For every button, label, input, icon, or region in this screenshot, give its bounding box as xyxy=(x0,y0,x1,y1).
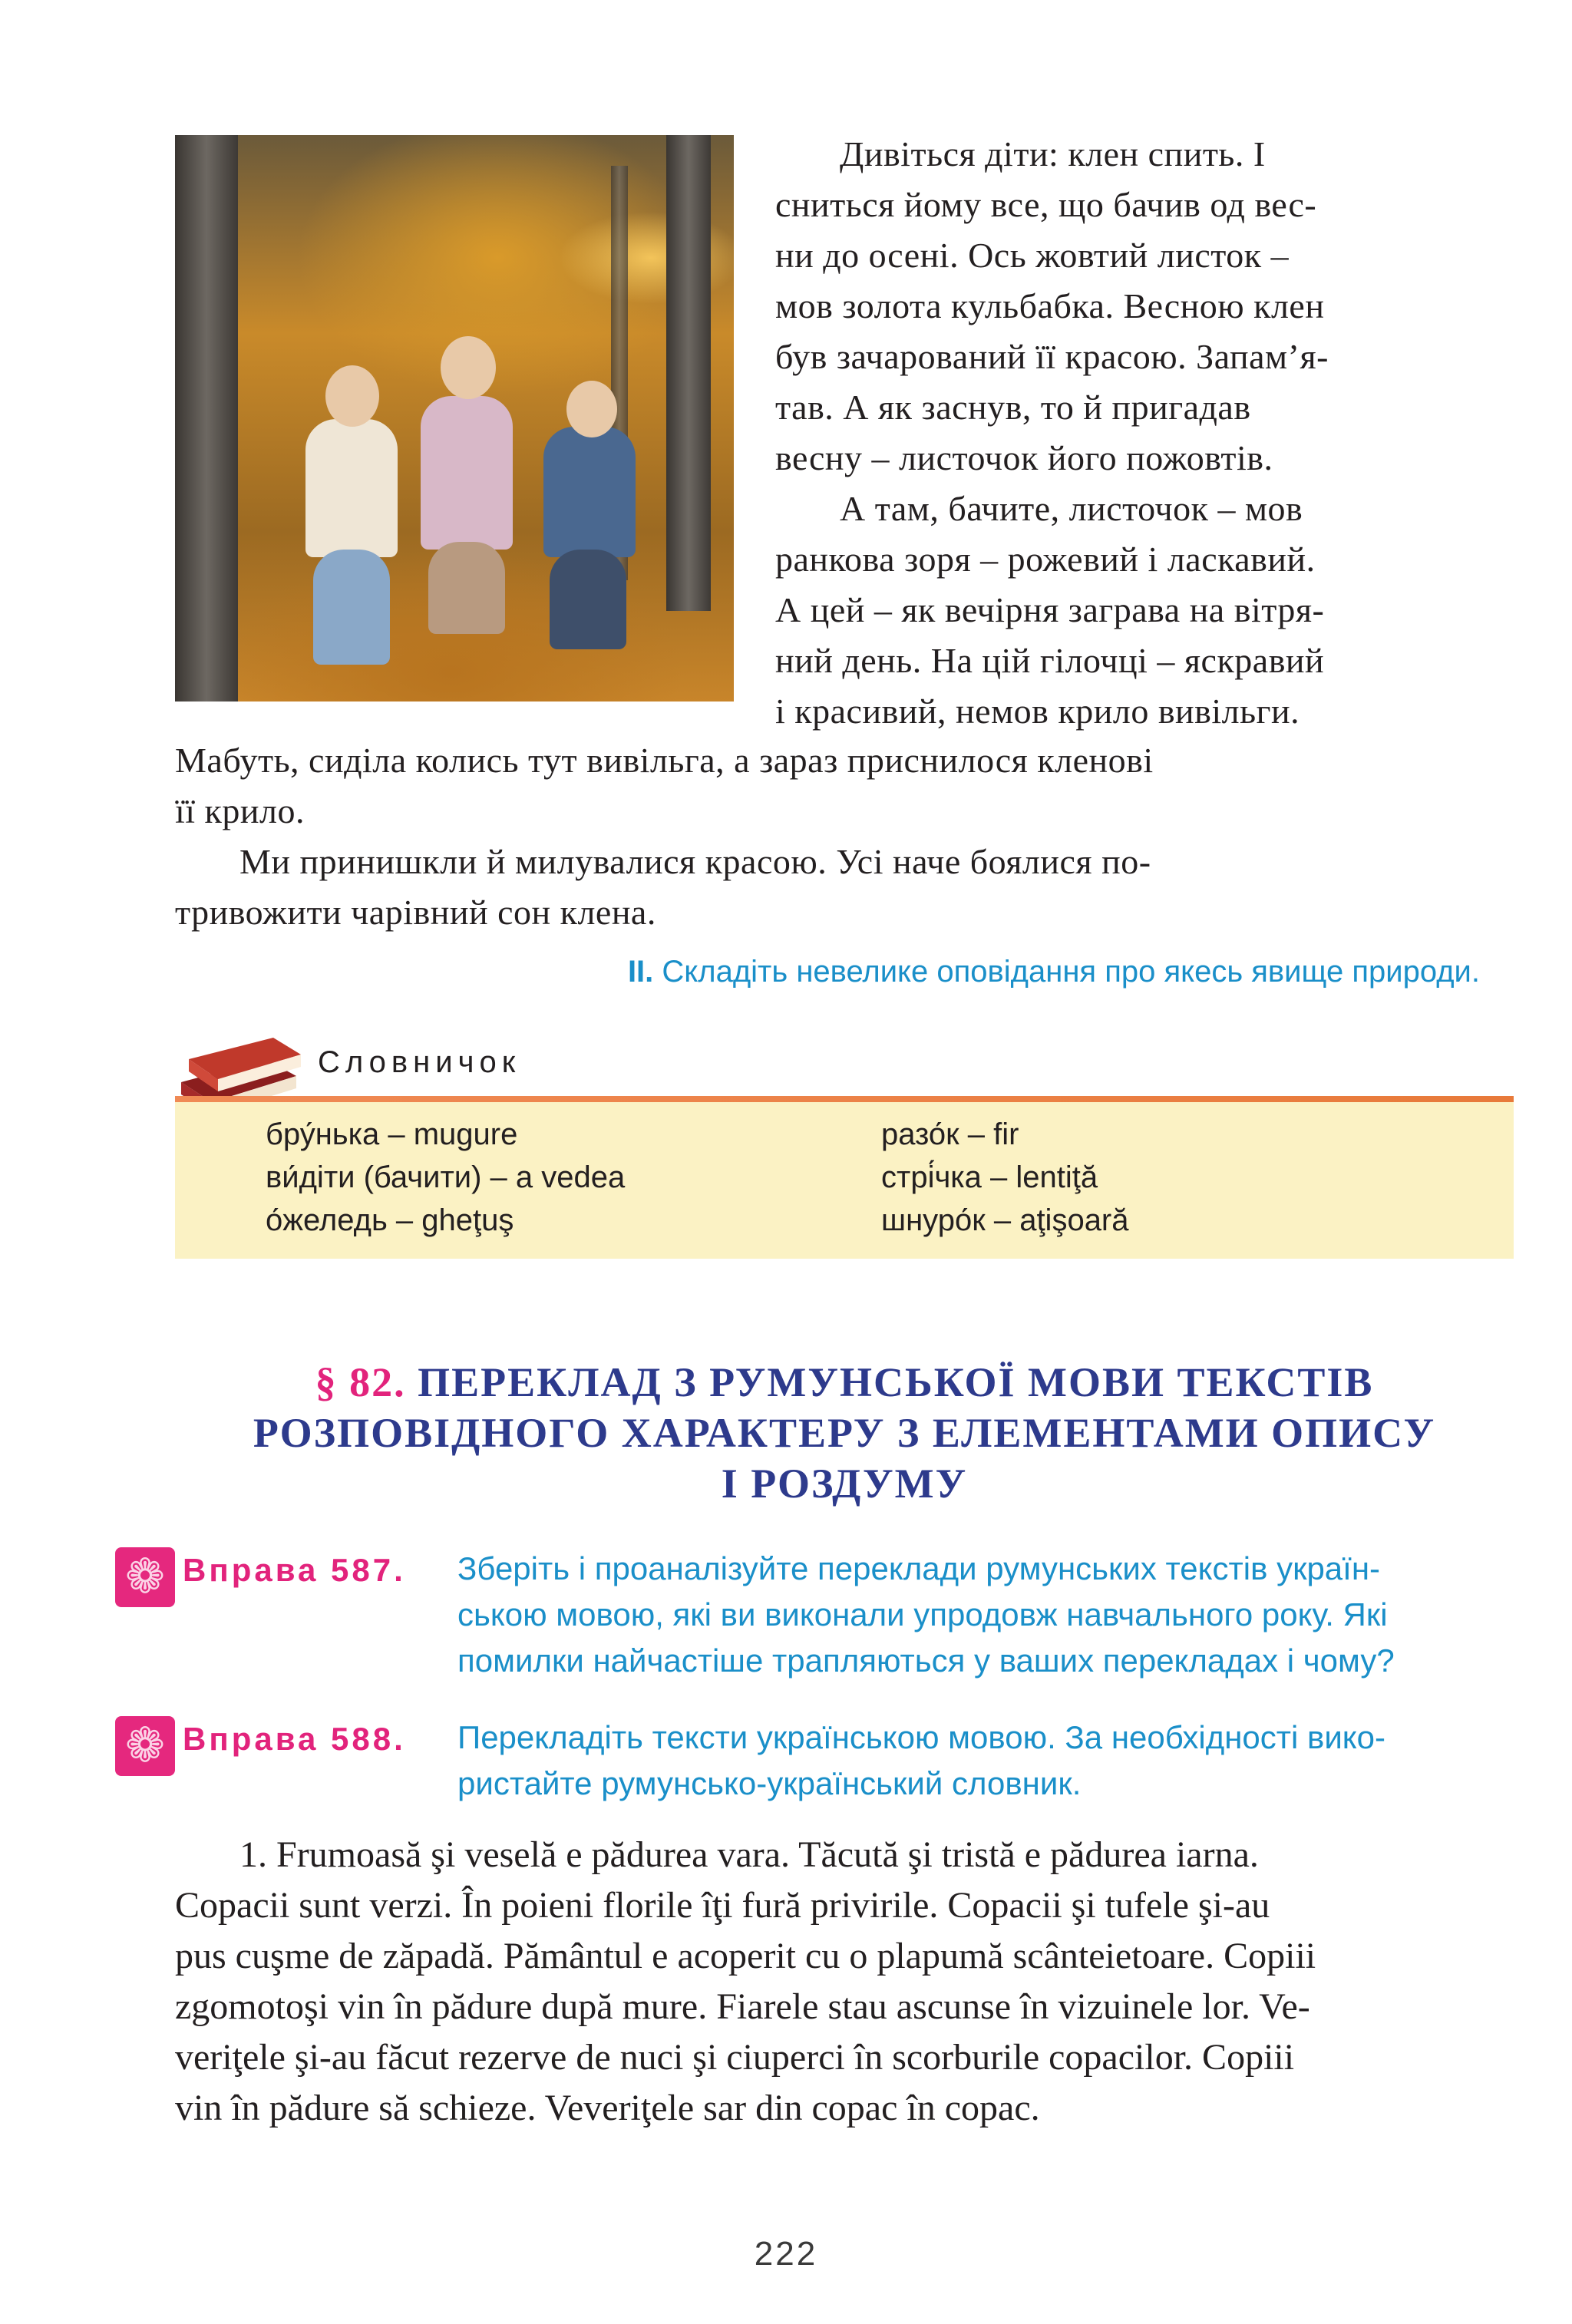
exercise-flower-icon xyxy=(115,1716,175,1776)
story-line: Ми принишкли й милувалися красою. Усі наче боялися по- xyxy=(239,842,1151,881)
exercise-text xyxy=(457,1546,1514,1684)
romanian-text xyxy=(175,1830,1514,2134)
section-heading-line xyxy=(175,1357,1514,1408)
story-line: її крило. xyxy=(175,791,305,830)
story-line: А там, бачите, листочок – мов xyxy=(840,489,1303,528)
section-heading-text: ПЕРЕКЛАД З РУМУНСЬКОЇ МОВИ ТЕКСТІВ xyxy=(405,1359,1374,1405)
exercise-line: Перекладіть тексти українською мовою. За необхідності вико- xyxy=(457,1719,1385,1755)
exercise-line: помилки найчастіше трапляються у ваших перекладах і чому? xyxy=(457,1642,1395,1679)
story-wrapped-block xyxy=(775,129,1514,737)
child-head xyxy=(441,336,496,399)
child-legs xyxy=(550,550,626,649)
child-figure xyxy=(305,419,398,557)
story-line: тривожити чарівний сон клена. xyxy=(175,893,656,932)
story-line: А цей – як вечірня заграва на вітря- xyxy=(775,590,1325,629)
exercise-line: ристайте румунсько-український словник. xyxy=(457,1765,1082,1801)
vocabulary-divider xyxy=(175,1096,1514,1102)
story-line: тав. А як заснув, то й пригадав xyxy=(775,388,1251,427)
vocabulary-entry: разо́к – fir xyxy=(881,1117,1019,1151)
vocabulary-entry: бру́нька – mugure xyxy=(266,1117,518,1151)
task-ii xyxy=(451,955,1480,989)
autumn-photo xyxy=(175,135,734,701)
child-head xyxy=(325,365,379,427)
romanian-line: zgomotoşi vin în pădure după mure. Fiarele stau ascunse în vizuinele lor. Ve- xyxy=(175,1986,1310,2027)
story-full-block xyxy=(175,735,1514,938)
story-line: мов золота кульбабка. Весною клен xyxy=(775,286,1325,325)
child-figure xyxy=(543,427,636,557)
section-sign: § 82. xyxy=(315,1359,406,1405)
section-heading xyxy=(175,1357,1514,1509)
romanian-line: 1. Frumoasă şi veselă e pădurea vara. Tăcută şi tristă e pădurea iarna. xyxy=(239,1834,1259,1875)
vocabulary-entry: шнуро́к – aţişoară xyxy=(881,1203,1129,1237)
tree-trunk xyxy=(666,135,711,611)
romanian-line: Copacii sunt verzi. În poieni florile îţi fură privirile. Copacii şi tufele şi-au xyxy=(175,1885,1270,1926)
story-line: ний день. На цій гілочці – яскравий xyxy=(775,641,1325,680)
section-heading-line: РОЗПОВІДНОГО ХАРАКТЕРУ З ЕЛЕМЕНТАМИ ОПИСУ xyxy=(253,1410,1436,1456)
story-line: ни до осені. Ось жовтий листок – xyxy=(775,236,1290,275)
romanian-line: pus cuşme de zăpadă. Pământul e acoperit cu o plapumă scânteietoare. Copiii xyxy=(175,1936,1316,1976)
child-legs xyxy=(313,550,390,665)
exercise-line: ською мовою, які ви виконали упродовж навчального року. Які xyxy=(457,1596,1388,1632)
exercise-line: Зберіть і проаналізуйте переклади румунських текстів україн- xyxy=(457,1550,1381,1586)
story-line: був зачарований її красою. Запам’я- xyxy=(775,337,1329,376)
vocabulary-entry: ви́діти (бачити) – a vedea xyxy=(266,1160,626,1194)
story-line: весну – листочок його пожовтів. xyxy=(775,438,1273,477)
story-line: ранкова зоря – рожевий і ласкавий. xyxy=(775,540,1316,579)
exercise-label: Вправа 587. xyxy=(183,1552,406,1588)
exercise-flower-icon xyxy=(115,1547,175,1607)
vocabulary-box xyxy=(175,1099,1514,1259)
story-line: Дивіться діти: клен спить. І xyxy=(840,134,1266,173)
task-ii-number: II. xyxy=(627,955,654,989)
section-heading-line: І РОЗДУМУ xyxy=(721,1461,968,1507)
story-line: і красивий, немов крило вивільги. xyxy=(775,692,1300,731)
exercise-587 xyxy=(115,1546,1520,1699)
romanian-line: vin în pădure să schieze. Veveriţele sar din copac în copac. xyxy=(175,2088,1040,2128)
child-legs xyxy=(428,542,505,634)
task-ii-text: Складіть невелике оповідання про якесь явище природи. xyxy=(653,955,1480,989)
child-head xyxy=(566,381,617,437)
vocabulary-entry: стрі́чка – lentiţă xyxy=(881,1160,1098,1194)
tree-trunk xyxy=(175,135,238,701)
page-number: 222 xyxy=(754,2235,818,2273)
story-line: Мабуть, сиділа колись тут вивільга, а зараз приснилося кленові xyxy=(175,741,1154,780)
vocabulary-title: Словничок xyxy=(318,1045,521,1079)
story-line: сниться йому все, що бачив од вес- xyxy=(775,185,1317,224)
exercise-label: Вправа 588. xyxy=(183,1721,406,1757)
exercise-text xyxy=(457,1715,1514,1807)
child-figure xyxy=(421,396,513,550)
vocabulary-entry: о́желедь – gheţuş xyxy=(266,1203,514,1237)
exercise-588 xyxy=(115,1715,1520,1814)
romanian-line: veriţele şi-au făcut rezerve de nuci şi ciuperci în scorburile copacilor. Copiii xyxy=(175,2037,1295,2078)
